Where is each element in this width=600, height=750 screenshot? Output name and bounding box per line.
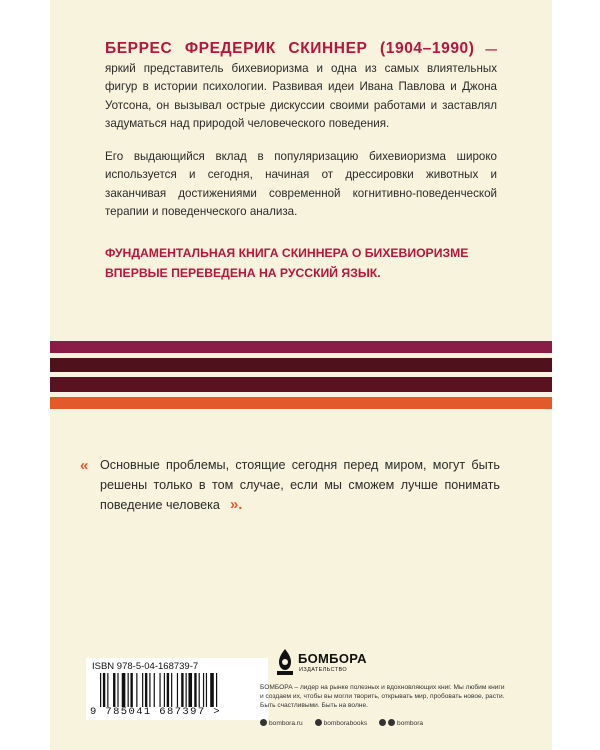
barcode-bar <box>167 673 169 707</box>
barcode-bar <box>194 673 196 707</box>
barcode-bar <box>159 673 160 707</box>
decor-stripe-dark-2 <box>50 377 552 392</box>
isbn-label: ISBN 978-5-04-168739-7 <box>92 661 199 672</box>
barcode-bar <box>210 673 214 707</box>
author-intro <box>105 40 497 236</box>
social-books-label: bomborabooks <box>323 720 368 727</box>
highlight-line-2: ВПЕРВЫЕ ПЕРЕВЕДЕНА НА РУССКИЙ ЯЗЫК. <box>105 266 381 280</box>
barcode-bar <box>171 673 172 707</box>
barcode-bar <box>136 673 137 707</box>
intro-text-1: яркий представитель бихевиоризма и одна из самых влиятельных фигур в истории психологии. Развивая идеи Ивана Павлова и Джона Уотсона, он вызывал острые дискуссии своими работами и заставлял задуматься над природой человеческого поведения. <box>105 61 497 130</box>
quote-text: Основные проблемы, стоящие сегодня перед миром, могут быть решены только в том случае, если мы сможем лучше понимать поведение человека <box>100 458 500 512</box>
barcode-bar <box>122 673 126 707</box>
instagram-icon <box>315 719 322 726</box>
social-books[interactable] <box>315 719 368 727</box>
barcode-bar <box>206 673 207 707</box>
social-messengers[interactable] <box>379 719 423 727</box>
barcode-bar <box>203 673 204 707</box>
decor-stripe-dark-1 <box>50 358 552 372</box>
publisher-description: БОМБОРА – лидер на рынке полезных и вдохновляющих книг. Мы любим книги и создаем их, чтобы вы могли творить, открывать мир, пробовать новое, расти. Быть счастливыми. Быть на волне. <box>260 684 505 710</box>
bombora-logo-icon <box>274 648 296 676</box>
social-site-label: bombora.ru <box>269 720 303 727</box>
barcode-bar <box>177 673 178 707</box>
intro-paragraph-1 <box>105 40 497 134</box>
quote-open-mark: « <box>80 457 89 474</box>
highlight-line-1: ФУНДАМЕНТАЛЬНАЯ КНИГА СКИННЕРА О БИХЕВИОРИЗМЕ <box>105 246 469 260</box>
barcode-bar <box>149 673 150 707</box>
publisher-socials <box>260 719 530 727</box>
book-back-cover <box>50 0 552 750</box>
publisher-name: БОМБОРА <box>298 651 367 666</box>
barcode-bar <box>164 673 165 707</box>
barcode-bar <box>154 673 155 707</box>
translation-highlight <box>105 243 497 283</box>
barcode-bar <box>128 673 129 707</box>
barcode-bar <box>117 673 118 707</box>
barcode-bar <box>100 673 101 707</box>
barcode-bar <box>113 673 115 707</box>
social-messengers-label: bombora <box>397 720 424 727</box>
barcode-area <box>86 658 268 720</box>
globe-icon <box>260 719 267 726</box>
decor-stripe-orange <box>50 397 552 409</box>
barcode-bar <box>181 673 183 707</box>
barcode-bar <box>188 673 192 707</box>
skinner-quote <box>80 456 500 516</box>
barcode-bar <box>186 673 187 707</box>
social-site[interactable] <box>260 719 303 727</box>
quote-close-mark: ». <box>229 496 243 513</box>
barcode-bar <box>199 673 200 707</box>
barcode-bar <box>142 673 143 707</box>
author-dash: — <box>474 43 497 56</box>
barcode-bar <box>103 673 105 707</box>
author-name: БЕРРЕС ФРЕДЕРИК СКИННЕР (1904–1990) <box>105 40 475 57</box>
barcode-bar <box>216 673 217 707</box>
intro-paragraph-2: Его выдающийся вклад в популяризацию бихевиоризма широко используется и сегодня, начиная от дрессировки животных и заканчивая достижениями современной когнитивно-поведенческой терапии и поведенческого анализа. <box>105 149 497 218</box>
telegram-icon <box>388 719 395 726</box>
publisher-subtitle: ИЗДАТЕЛЬСТВО <box>299 667 348 673</box>
decor-stripe-plum <box>50 341 552 353</box>
barcode-bar <box>145 673 147 707</box>
barcode-bars <box>100 673 260 707</box>
barcode-bar <box>130 673 132 707</box>
barcode-bar <box>107 673 108 707</box>
barcode-number: 9 785041 687397 > <box>90 706 221 718</box>
vk-icon <box>379 719 386 726</box>
